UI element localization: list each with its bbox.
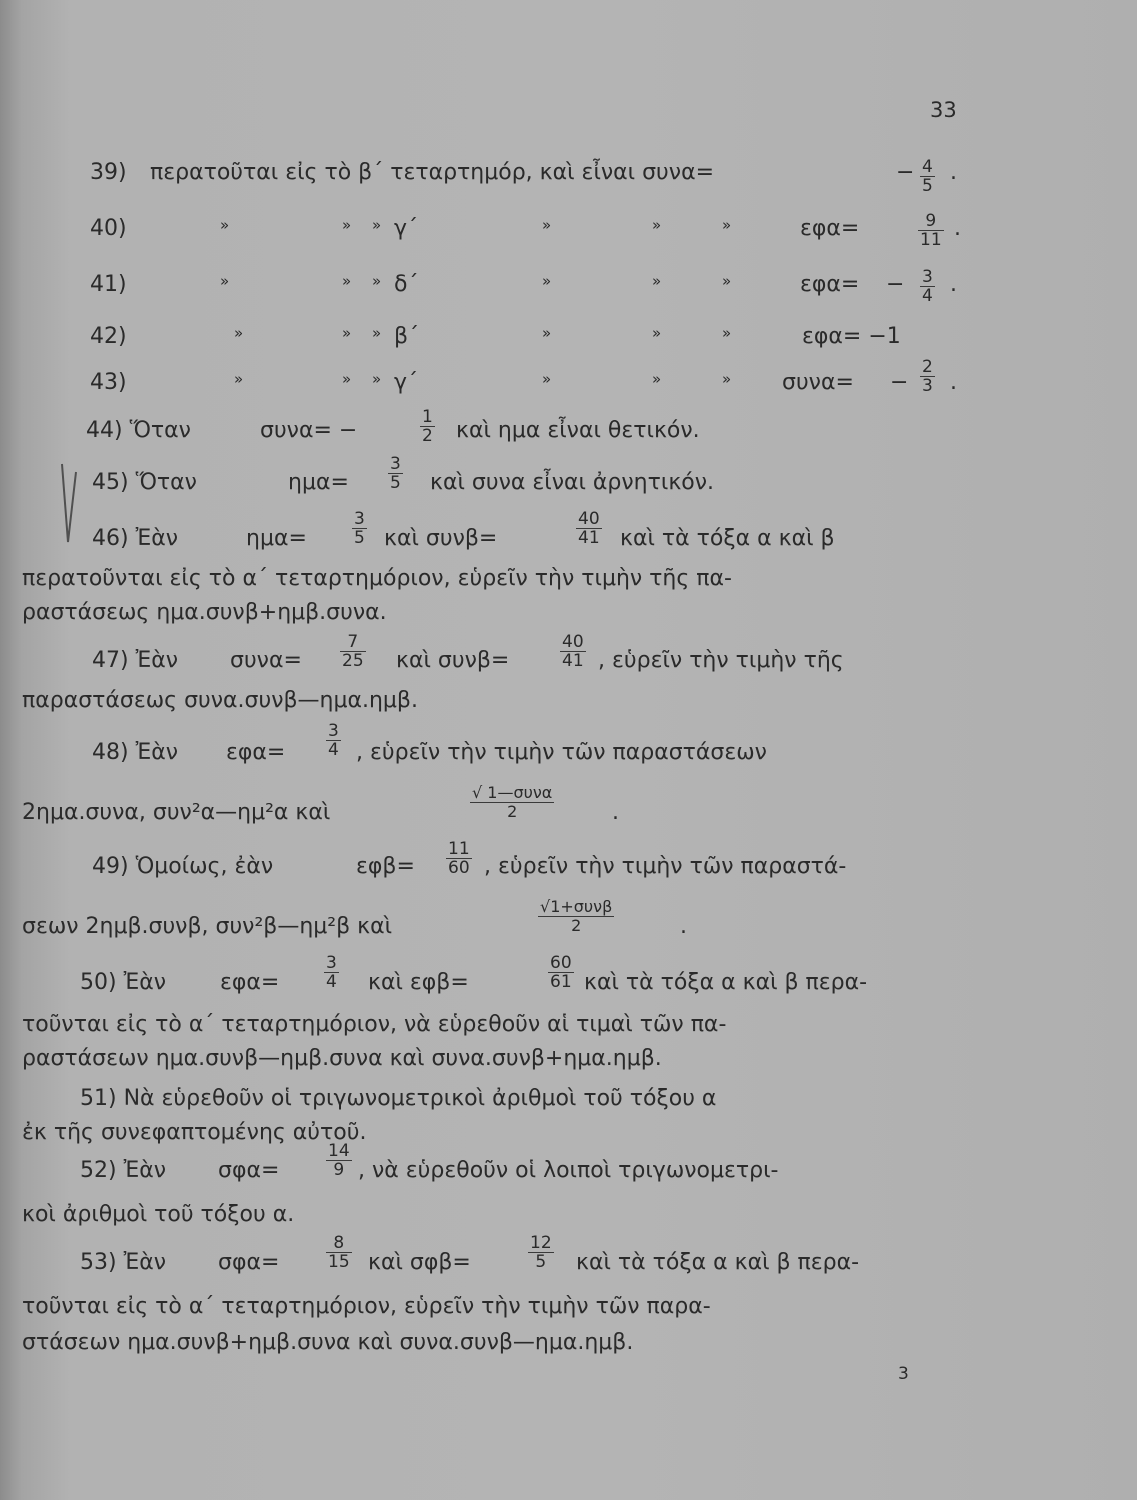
exercise-49-lhs: εφβ= (356, 854, 415, 879)
exercise-49-end: . (680, 914, 687, 939)
ditto-mark: » (342, 216, 352, 234)
exercise-47-fraction-1 (340, 633, 366, 670)
exercise-53-rest: καὶ τὰ τόξα α καὶ β περα- (576, 1250, 860, 1275)
numerator: 3 (326, 953, 337, 973)
ditto-mark: » (220, 216, 230, 234)
denominator: 2 (470, 802, 554, 821)
quadrant: γ΄ (394, 216, 419, 241)
ditto-mark: » (220, 272, 230, 290)
exercise-48-root-fraction (470, 784, 554, 821)
exercise-42-lhs: εφα= −1 (802, 324, 901, 349)
exercise-41-sign: − (886, 272, 905, 297)
denominator: 4 (326, 972, 337, 992)
exercise-49-fraction (446, 840, 472, 877)
ditto-mark: » (372, 272, 382, 290)
exercise-53-mid: καὶ σφβ= (368, 1250, 471, 1275)
exercise-43-fraction (920, 358, 935, 395)
exercise-46-lhs: ημα= (246, 526, 307, 551)
ditto-mark: » (652, 216, 662, 234)
exercise-47-line-2: παραστάσεως συνα.συνβ—ημα.ημβ. (22, 688, 418, 713)
exercise-50-fraction-1 (324, 954, 339, 991)
exercise-49-root-fraction (538, 898, 614, 935)
exercise-53-line-2: τοῦνται εἰς τὸ α΄ τεταρτημόριον, εὑρεῖν τὴν τιμὴν τῶν παρα- (22, 1294, 711, 1319)
exercise-40-fraction (918, 212, 944, 249)
exercise-44-fraction (420, 408, 435, 445)
exercise-47-lhs: συνα= (230, 648, 302, 673)
exercise-39-text: περατοῦται εἰς τὸ β΄ τεταρτημόρ, καὶ εἶναι συνα= (150, 160, 715, 185)
exercise-53-line-3: στάσεων ημα.συνβ+ημβ.συνα καὶ συνα.συνβ—ημα.ημβ. (22, 1330, 634, 1355)
exercise-49-line-2: σεων 2ημβ.συνβ, συν²β—ημ²β καὶ (22, 914, 393, 939)
numerator: 3 (390, 454, 401, 474)
denominator: 9 (326, 1160, 352, 1179)
ditto-mark: » (234, 324, 244, 342)
quadrant: γ΄ (394, 370, 419, 395)
exercise-45-fraction (388, 455, 403, 492)
exercise-40-end: . (954, 216, 961, 241)
ditto-mark: » (652, 324, 662, 342)
exercise-52-rest: , νὰ εὑρεθοῦν οἱ λοιποὶ τριγωνομετρι- (358, 1158, 779, 1183)
numerator: 2 (922, 357, 933, 377)
numerator: 11 (448, 839, 470, 859)
ditto-mark: » (342, 324, 352, 342)
numerator: 14 (328, 1141, 350, 1161)
exercise-51-line-1: 51) Νὰ εὑρεθοῦν οἱ τριγωνομετρικοὶ ἀριθμοὶ τοῦ τόξου α (80, 1086, 717, 1111)
ditto-mark: » (722, 324, 732, 342)
exercise-46-fraction-2 (576, 510, 602, 547)
quadrant: β΄ (394, 324, 420, 349)
signature-mark: 3 (898, 1364, 909, 1384)
exercise-39-end: . (950, 160, 957, 185)
denominator: 5 (528, 1252, 554, 1271)
denominator: 5 (922, 176, 933, 196)
exercise-50-lhs: εφα= (220, 970, 280, 995)
exercise-53-fraction-2 (528, 1234, 554, 1271)
numerator: 9 (925, 211, 937, 231)
exercise-46-line-2: περατοῦνται εἰς τὸ α΄ τεταρτημόριον, εὑρεῖν τὴν τιμὴν τῆς πα- (22, 566, 732, 591)
exercise-50-line-2: τοῦνται εἰς τὸ α΄ τεταρτημόριον, νὰ εὑρεθοῦν αἱ τιμαὶ τῶν πα- (22, 1012, 727, 1037)
radical-numerator: √ 1—συνα (472, 783, 553, 802)
ditto-mark: » (722, 370, 732, 388)
numerator: 8 (333, 1233, 345, 1253)
quadrant: δ΄ (394, 272, 419, 297)
ditto-mark: » (542, 272, 552, 290)
exercise-44-label: 44) Ὅταν (86, 418, 191, 443)
exercise-51-line-2: ἐκ τῆς συνεφαπτομένης αὐτοῦ. (22, 1120, 367, 1145)
ditto-mark: » (342, 272, 352, 290)
exercise-43-sign: − (890, 370, 909, 395)
denominator: 4 (922, 286, 933, 306)
ditto-mark: » (342, 370, 352, 388)
denominator: 41 (578, 528, 600, 548)
ditto-mark: » (722, 272, 732, 290)
denominator: 15 (328, 1252, 350, 1272)
numerator: 3 (922, 267, 933, 287)
exercise-39-sign: − (896, 160, 915, 185)
exercise-50-line-3: ραστάσεων ημα.συνβ—ημβ.συνα καὶ συνα.συνβ+ημα.ημβ. (22, 1046, 662, 1071)
ditto-mark: » (652, 370, 662, 388)
exercise-47-label: 47) Ἐὰν (92, 648, 179, 673)
exercise-52-lhs: σφα= (218, 1158, 280, 1183)
exercise-50-label: 50) Ἐὰν (80, 970, 167, 995)
denominator: 3 (922, 376, 933, 396)
ditto-mark: » (372, 370, 382, 388)
denominator: 5 (354, 528, 365, 548)
ditto-mark: » (542, 370, 552, 388)
exercise-49-label: 49) Ὁμοίως, ἐὰν (92, 854, 274, 879)
ditto-mark: » (542, 216, 552, 234)
exercise-46-rest: καὶ τὰ τόξα α καὶ β (620, 526, 835, 551)
ditto-mark: » (542, 324, 552, 342)
denominator: 25 (342, 651, 364, 671)
exercise-53-fraction-1 (326, 1234, 352, 1271)
numerator: 3 (354, 509, 365, 529)
exercise-41-lhs: εφα= (800, 272, 860, 297)
numerator: 4 (922, 157, 933, 177)
exercise-48-line-2: 2ημα.συνα, συν²α—ημ²α καὶ (22, 800, 331, 825)
numerator: 40 (578, 509, 600, 529)
exercise-48-lhs: εφα= (226, 740, 286, 765)
denominator: 5 (390, 473, 401, 493)
page-number: 33 (930, 98, 957, 122)
denominator: 2 (538, 916, 614, 935)
denominator: 4 (328, 740, 339, 760)
exercise-41-fraction (920, 268, 935, 305)
exercise-48-label: 48) Ἐὰν (92, 740, 179, 765)
exercise-42-label: 42) (90, 324, 127, 349)
denominator: 11 (920, 230, 942, 250)
numerator: 60 (550, 953, 572, 973)
exercise-47-fraction-2 (560, 633, 586, 670)
numerator: 12 (530, 1233, 552, 1253)
exercise-53-label: 53) Ἐὰν (80, 1250, 167, 1275)
ditto-mark: » (372, 216, 382, 234)
exercise-45-label: 45) Ὅταν (92, 470, 197, 495)
exercise-48-end: . (612, 800, 619, 825)
exercise-43-label: 43) (90, 370, 127, 395)
exercise-47-rest: , εὑρεῖν τὴν τιμὴν τῆς (598, 648, 844, 673)
denominator: 61 (550, 972, 572, 992)
exercise-40-label: 40) (90, 216, 127, 241)
radical-numerator: √1+συνβ (540, 897, 613, 916)
exercise-46-line-3: ραστάσεως ημα.συνβ+ημβ.συνα. (22, 600, 387, 625)
ditto-mark: » (234, 370, 244, 388)
ditto-mark: » (722, 216, 732, 234)
numerator: 7 (347, 632, 359, 652)
exercise-48-fraction (326, 722, 341, 759)
exercise-48-rest: , εὑρεῖν τὴν τιμὴν τῶν παραστάσεων (356, 740, 767, 765)
exercise-52-fraction (326, 1142, 352, 1179)
exercise-45-lhs: ημα= (288, 470, 349, 495)
exercise-39-label: 39) (90, 160, 127, 185)
pencil-margin-mark (60, 462, 80, 552)
exercise-52-label: 52) Ἐὰν (80, 1158, 167, 1183)
denominator: 60 (448, 858, 470, 878)
exercise-50-mid: καὶ εφβ= (368, 970, 469, 995)
exercise-41-end: . (950, 272, 957, 297)
exercise-52-line-2: κοὶ ἀριθμοὶ τοῦ τόξου α. (22, 1202, 295, 1227)
exercise-46-mid: καὶ συνβ= (384, 526, 498, 551)
exercise-39-fraction (920, 158, 935, 195)
exercise-46-label: 46) Ἐὰν (92, 526, 179, 551)
denominator: 41 (562, 651, 584, 671)
numerator: 3 (328, 721, 339, 741)
exercise-45-rest: καὶ συνα εἶναι ἀρνητικόν. (430, 470, 715, 495)
exercise-50-fraction-2 (548, 954, 574, 991)
exercise-44-rest: καὶ ημα εἶναι θετικόν. (456, 418, 700, 443)
numerator: 40 (562, 632, 584, 652)
exercise-49-rest: , εὑρεῖν τὴν τιμὴν τῶν παραστά- (484, 854, 847, 879)
ditto-mark: » (372, 324, 382, 342)
exercise-43-end: . (950, 370, 957, 395)
ditto-mark: » (652, 272, 662, 290)
exercise-47-mid: καὶ συνβ= (396, 648, 510, 673)
exercise-41-label: 41) (90, 272, 127, 297)
exercise-53-lhs: σφα= (218, 1250, 280, 1275)
exercise-46-fraction-1 (352, 510, 367, 547)
denominator: 2 (422, 426, 433, 446)
exercise-44-lhs: συνα= − (260, 418, 358, 443)
exercise-50-rest: καὶ τὰ τόξα α καὶ β περα- (584, 970, 868, 995)
exercise-43-lhs: συνα= (782, 370, 854, 395)
numerator: 1 (422, 407, 433, 427)
exercise-40-lhs: εφα= (800, 216, 860, 241)
